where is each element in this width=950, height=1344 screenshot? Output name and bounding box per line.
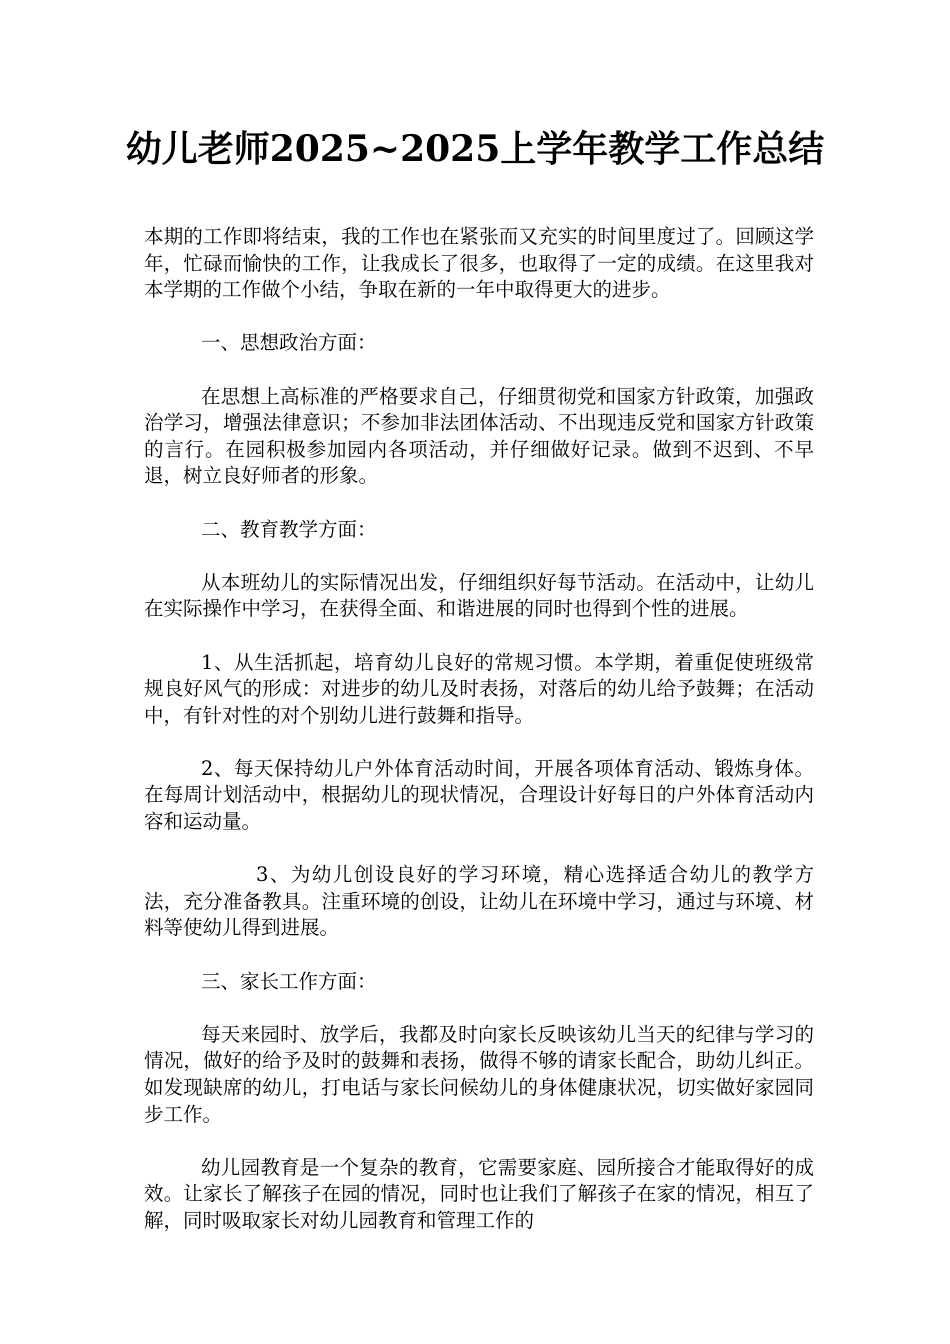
teaching-item-3: 3、为幼儿创设良好的学习环境，精心选择适合幼儿的教学方法，充分准备教具。注重环境的创设，让幼儿在环境中学习，通过与环境、材料等使幼儿得到进展。 — [144, 863, 814, 940]
teaching-paragraph: 从本班幼儿的实际情况出发，仔细组织好每节活动。在活动中，让幼儿在实际操作中学习，在获得全面、和谐进展的同时也得到个性的进展。 — [144, 570, 814, 621]
document-body — [144, 224, 814, 1261]
teaching-item-2: 2、每天保持幼儿户外体育活动时间，开展各项体育活动、锻炼身体。在每周计划活动中，根据幼儿的现状情况，合理设计好每日的户外体育活动内容和运动量。 — [144, 756, 814, 834]
intro-paragraph: 本期的工作即将结束，我的工作也在紧张而又充实的时间里度过了。回顾这学年，忙碌而愉快的工作，让我成长了很多，也取得了一定的成绩。在这里我对本学期的工作做个小结，争取在新的一年中取得更大的进步。 — [144, 225, 814, 302]
politics-paragraph: 在思想上高标准的严格要求自己，仔细贯彻党和国家方针政策，加强政治学习，增强法律意识；不参加非法团体活动、不出现违反党和国家方针政策的言行。在园积极参加园内各项活动，并仔细做好记录。做到不迟到、不早退，树立良好师者的形象。 — [144, 384, 814, 488]
teaching-item-1: 1、从生活抓起，培育幼儿良好的常规习惯。本学期，着重促使班级常规良好风气的形成：对进步的幼儿及时表扬，对落后的幼儿给予鼓舞；在活动中，有针对性的对个别幼儿进行鼓舞和指导。 — [144, 650, 814, 727]
section-heading-teaching: 二、教育教学方面： — [201, 517, 377, 541]
closing-paragraph: 幼儿园教育是一个复杂的教育，它需要家庭、园所接合才能取得好的成效。让家长了解孩子在园的情况，同时也让我们了解孩子在家的情况，相互了解，同时吸取家长对幼儿园教育和管理工作的 — [144, 1155, 814, 1232]
parents-paragraph: 每天来园时、放学后，我都及时向家长反映该幼儿当天的纪律与学习的情况，做好的给予及时的鼓舞和表扬，做得不够的请家长配合，助幼儿纠正。如发现缺席的幼儿，打电话与家长问候幼儿的身体健康状况，切实做好家园同步工作。 — [144, 1022, 814, 1126]
document-title: 幼儿老师2025~2025上学年教学工作总结 — [125, 128, 825, 170]
section-heading-parents: 三、家长工作方面： — [201, 969, 377, 993]
section-heading-politics: 一、思想政治方面： — [201, 331, 377, 355]
